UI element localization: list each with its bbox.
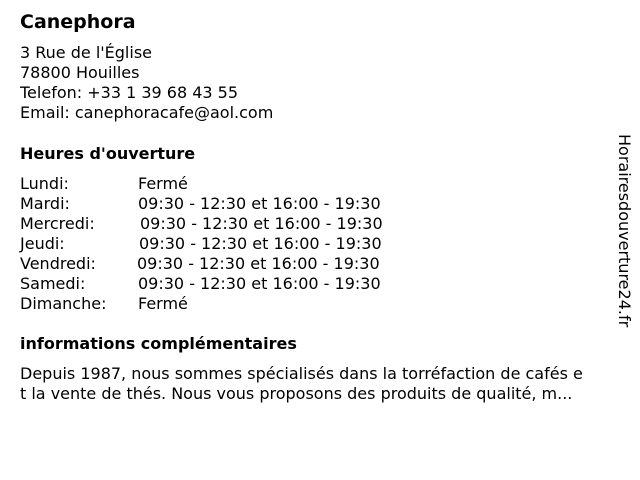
day-label: Lundi: — [20, 174, 69, 193]
address-city: 78800 Houilles — [20, 63, 140, 82]
opening-hours-heading: Heures d'ouverture — [20, 144, 196, 163]
additional-info-heading: informations complémentaires — [20, 334, 297, 353]
hours-value: 09:30 - 12:30 et 16:00 - 19:30 — [138, 194, 381, 213]
hours-value: 09:30 - 12:30 et 16:00 - 19:30 — [138, 274, 381, 293]
contact-block — [20, 43, 273, 123]
description-line: t la vente de thés. Nous vous proposons des produits de qualité, m... — [20, 384, 573, 403]
day-label: Mercredi: — [20, 214, 95, 233]
phone-number: Telefon: +33 1 39 68 43 55 — [20, 83, 239, 102]
business-name: Canephora — [20, 11, 136, 33]
business-description — [20, 364, 640, 404]
day-label: Dimanche: — [20, 294, 107, 313]
description-line: Depuis 1987, nous sommes spécialisés dans la torréfaction de cafés e — [20, 364, 583, 383]
day-label: Jeudi: — [20, 234, 65, 253]
site-watermark: Horairesdouverture24.fr — [615, 134, 634, 328]
opening-hours-table — [20, 174, 440, 314]
hours-value: 09:30 - 12:30 et 16:00 - 19:30 — [140, 214, 383, 233]
day-label: Vendredi: — [20, 254, 96, 273]
day-label: Samedi: — [20, 274, 86, 293]
email-address: Email: canephoracafe@aol.com — [20, 103, 274, 122]
hours-row-thursday — [20, 234, 440, 254]
hours-row-wednesday — [20, 214, 440, 234]
hours-row-monday — [20, 174, 440, 194]
hours-row-saturday — [20, 274, 440, 294]
hours-value: Fermé — [138, 294, 188, 313]
day-label: Mardi: — [20, 194, 70, 213]
address-street: 3 Rue de l'Église — [20, 43, 152, 62]
hours-row-sunday — [20, 294, 440, 314]
hours-value: Fermé — [138, 174, 188, 193]
hours-row-tuesday — [20, 194, 440, 214]
hours-row-friday — [20, 254, 440, 274]
hours-value: 09:30 - 12:30 et 16:00 - 19:30 — [139, 234, 382, 253]
hours-value: 09:30 - 12:30 et 16:00 - 19:30 — [137, 254, 380, 273]
